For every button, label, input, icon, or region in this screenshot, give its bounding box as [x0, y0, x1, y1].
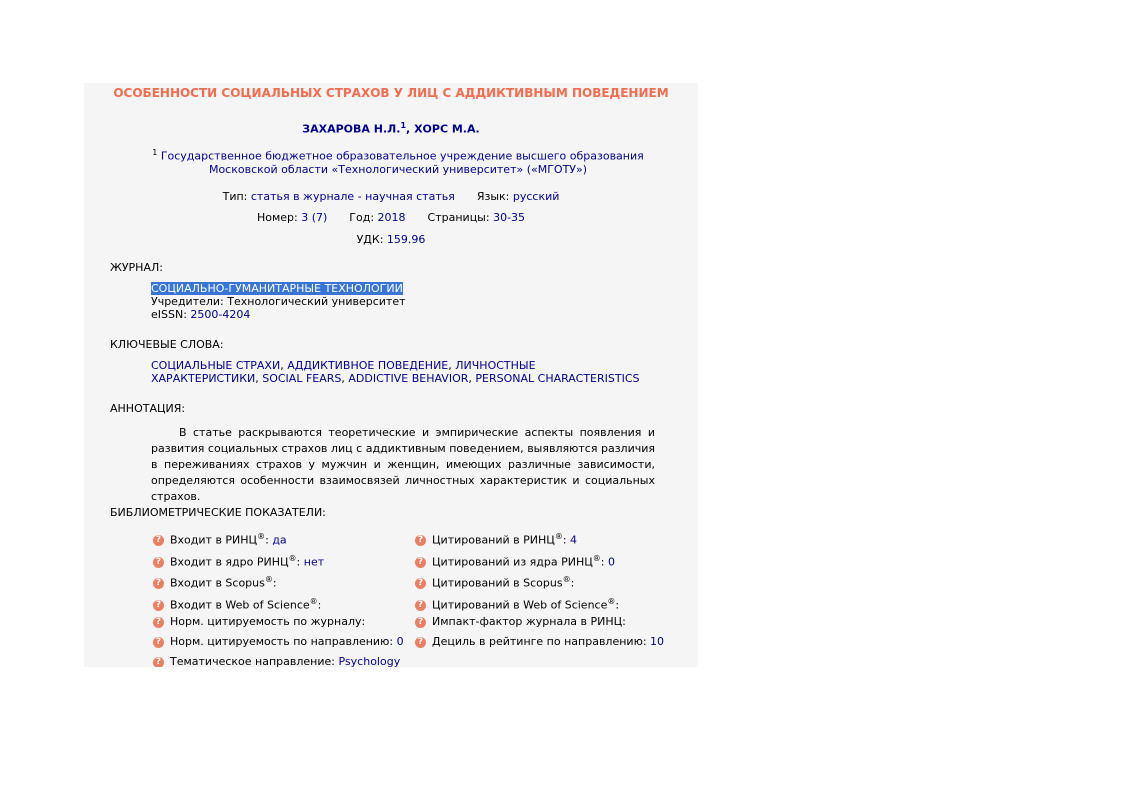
help-icon[interactable]: ?: [153, 600, 164, 611]
keyword-link[interactable]: ADDICTIVE BEHAVIOR: [348, 372, 469, 385]
indicator-label: Входит в Scopus: [170, 576, 265, 590]
year-label: Год:: [349, 211, 375, 224]
indicator-label: Входит в ядро РИНЦ: [170, 555, 289, 569]
article-panel: [84, 83, 698, 667]
lang-value[interactable]: русский: [512, 190, 560, 203]
author-link-1[interactable]: ЗАХАРОВА Н.Л.: [302, 122, 401, 136]
indicator-left-5: [153, 615, 365, 628]
indicator-colon: :: [317, 598, 322, 612]
indicator-value[interactable]: да: [272, 533, 287, 547]
year-value[interactable]: 2018: [377, 211, 406, 224]
keyword-link[interactable]: ЛИЧНОСТНЫЕ ХАРАКТЕРИСТИКИ: [151, 359, 536, 385]
bibliometrics-heading: БИБЛИОМЕТРИЧЕСКИЕ ПОКАЗАТЕЛИ:: [110, 506, 326, 519]
indicator-label: Цитирований в Scopus: [432, 576, 563, 590]
authors-line: [84, 121, 698, 136]
indicator-right-5: [415, 615, 626, 628]
keyword-separator: ,: [255, 372, 263, 385]
pages-label: Страницы:: [427, 211, 490, 224]
help-icon[interactable]: ?: [153, 637, 164, 648]
indicator-colon: :: [562, 533, 567, 547]
indicator-label: Цитирований из ядра РИНЦ: [432, 555, 593, 569]
meta-type-lang-row: [84, 190, 698, 203]
journal-heading: ЖУРНАЛ:: [110, 261, 163, 274]
help-icon[interactable]: ?: [153, 617, 164, 628]
help-icon[interactable]: ?: [415, 578, 426, 589]
journal-name-link[interactable]: СОЦИАЛЬНО-ГУМАНИТАРНЫЕ ТЕХНОЛОГИИ: [151, 282, 403, 295]
affiliation: [151, 146, 645, 176]
number-value[interactable]: 3 (7): [301, 211, 328, 224]
registered-mark: ®: [257, 532, 266, 541]
number-label: Номер:: [256, 211, 298, 224]
keyword-link[interactable]: СОЦИАЛЬНЫЕ СТРАХИ: [151, 359, 281, 372]
keyword-link[interactable]: SOCIAL FEARS: [262, 372, 342, 385]
registered-mark: ®: [562, 575, 571, 584]
indicator-label: Норм. цитируемость по журналу: [170, 615, 362, 628]
indicator-label: Цитирований в Web of Science: [432, 598, 608, 612]
indicator-colon: :: [265, 533, 269, 547]
indicator-colon: :: [615, 598, 620, 612]
indicator-colon: :: [389, 635, 394, 648]
indicator-right-2: [415, 554, 615, 569]
help-icon[interactable]: ?: [415, 600, 426, 611]
indicator-colon: :: [570, 576, 575, 590]
registered-mark: ®: [309, 597, 318, 606]
help-icon[interactable]: ?: [415, 637, 426, 648]
indicator-colon: :: [642, 635, 647, 648]
keyword-separator: ,: [341, 372, 349, 385]
indicator-colon: :: [296, 555, 301, 569]
indicator-value[interactable]: нет: [303, 555, 325, 569]
indicator-left-1: [153, 532, 287, 547]
indicator-colon: :: [600, 555, 605, 569]
eissn-value[interactable]: 2500-4204: [190, 308, 251, 321]
keyword-separator: ,: [280, 359, 288, 372]
type-label: Тип:: [222, 190, 248, 203]
indicator-right-3: [415, 575, 574, 590]
help-icon[interactable]: ?: [153, 535, 164, 546]
indicator-colon: :: [272, 576, 277, 590]
indicator-left-4: [153, 597, 321, 612]
indicator-left-3: [153, 575, 277, 590]
type-value[interactable]: статья в журнале - научная статья: [250, 190, 455, 203]
indicator-value[interactable]: 10: [650, 635, 665, 648]
affiliation-mark: 1: [152, 148, 158, 157]
indicator-colon: :: [622, 615, 626, 628]
indicator-colon: :: [331, 655, 335, 667]
indicator-label: Норм. цитируемость по направлению: [170, 635, 390, 648]
help-icon[interactable]: ?: [153, 557, 164, 568]
registered-mark: ®: [554, 532, 563, 541]
journal-founders: Учредители: Технологический университет: [151, 295, 406, 308]
help-icon[interactable]: ?: [415, 535, 426, 546]
keyword-link[interactable]: АДДИКТИВНОЕ ПОВЕДЕНИЕ: [287, 359, 449, 372]
meta-udk-row: [84, 233, 698, 246]
journal-eissn: [151, 308, 250, 321]
keyword-separator: ,: [468, 372, 476, 385]
help-icon[interactable]: ?: [153, 657, 164, 668]
indicator-label: Входит в Web of Science: [170, 598, 310, 612]
article-title: ОСОБЕННОСТИ СОЦИАЛЬНЫХ СТРАХОВ У ЛИЦ С АДДИКТИВНЫМ ПОВЕДЕНИЕМ: [113, 86, 669, 100]
registered-mark: ®: [264, 575, 273, 584]
indicator-value[interactable]: 0: [608, 555, 615, 569]
help-icon[interactable]: ?: [415, 557, 426, 568]
indicator-left-6: [153, 635, 404, 648]
abstract-text: В статье раскрываются теоретические и эмпирические аспекты появления и развития социальных страхов лиц с аддиктивным поведением, выявляются различия в переживаниях страхов у мужчин и женщин, имеющих различные зависимости, определяются особенности взаимосвязей личностных характеристик и социальных страхов.: [151, 426, 655, 503]
udk-value: 159.96: [386, 233, 426, 246]
indicator-label: Входит в РИНЦ: [170, 533, 258, 547]
author-link-2[interactable]: ХОРС М.А.: [414, 122, 480, 136]
indicator-value[interactable]: 4: [570, 533, 578, 547]
indicator-label: Дециль в рейтинге по направлению: [432, 635, 643, 648]
meta-issue-row: [84, 211, 698, 224]
indicator-label: Цитирований в РИНЦ: [432, 533, 555, 547]
abstract-heading: АННОТАЦИЯ:: [110, 402, 186, 415]
indicator-right-1: [415, 532, 577, 547]
indicator-colon: :: [361, 615, 366, 628]
indicator-right-4: [415, 597, 619, 612]
indicator-value[interactable]: 0: [396, 635, 404, 648]
registered-mark: ®: [607, 597, 616, 606]
eissn-label: eISSN:: [151, 308, 187, 321]
affiliation-link[interactable]: Государственное бюджетное образовательное учреждение высшего образования Московской области «Технологический университет» («МГОТУ»): [160, 149, 644, 176]
keywords-list: [151, 359, 645, 385]
help-icon[interactable]: ?: [415, 617, 426, 628]
keyword-separator: ,: [448, 359, 456, 372]
registered-mark: ®: [288, 554, 297, 563]
indicator-label: Импакт-фактор журнала в РИНЦ: [432, 615, 623, 628]
authors-separator: ,: [406, 122, 415, 136]
pages-value: 30-35: [493, 211, 526, 224]
indicator-right-6: [415, 635, 664, 648]
keyword-link[interactable]: PERSONAL CHARACTERISTICS: [475, 372, 640, 385]
registered-mark: ®: [592, 554, 601, 563]
indicator-label: Тематическое направление: [170, 655, 332, 667]
author-affiliation-mark: 1: [400, 121, 407, 130]
journal-name-line: [151, 282, 403, 295]
indicator-value[interactable]: Psychology: [338, 655, 401, 667]
help-icon[interactable]: ?: [153, 578, 164, 589]
keywords-heading: КЛЮЧЕВЫЕ СЛОВА:: [110, 338, 224, 351]
udk-label: УДК:: [356, 233, 384, 246]
indicator-left-2: [153, 554, 324, 569]
indicator-left-7: [153, 655, 400, 667]
lang-label: Язык:: [476, 190, 510, 203]
